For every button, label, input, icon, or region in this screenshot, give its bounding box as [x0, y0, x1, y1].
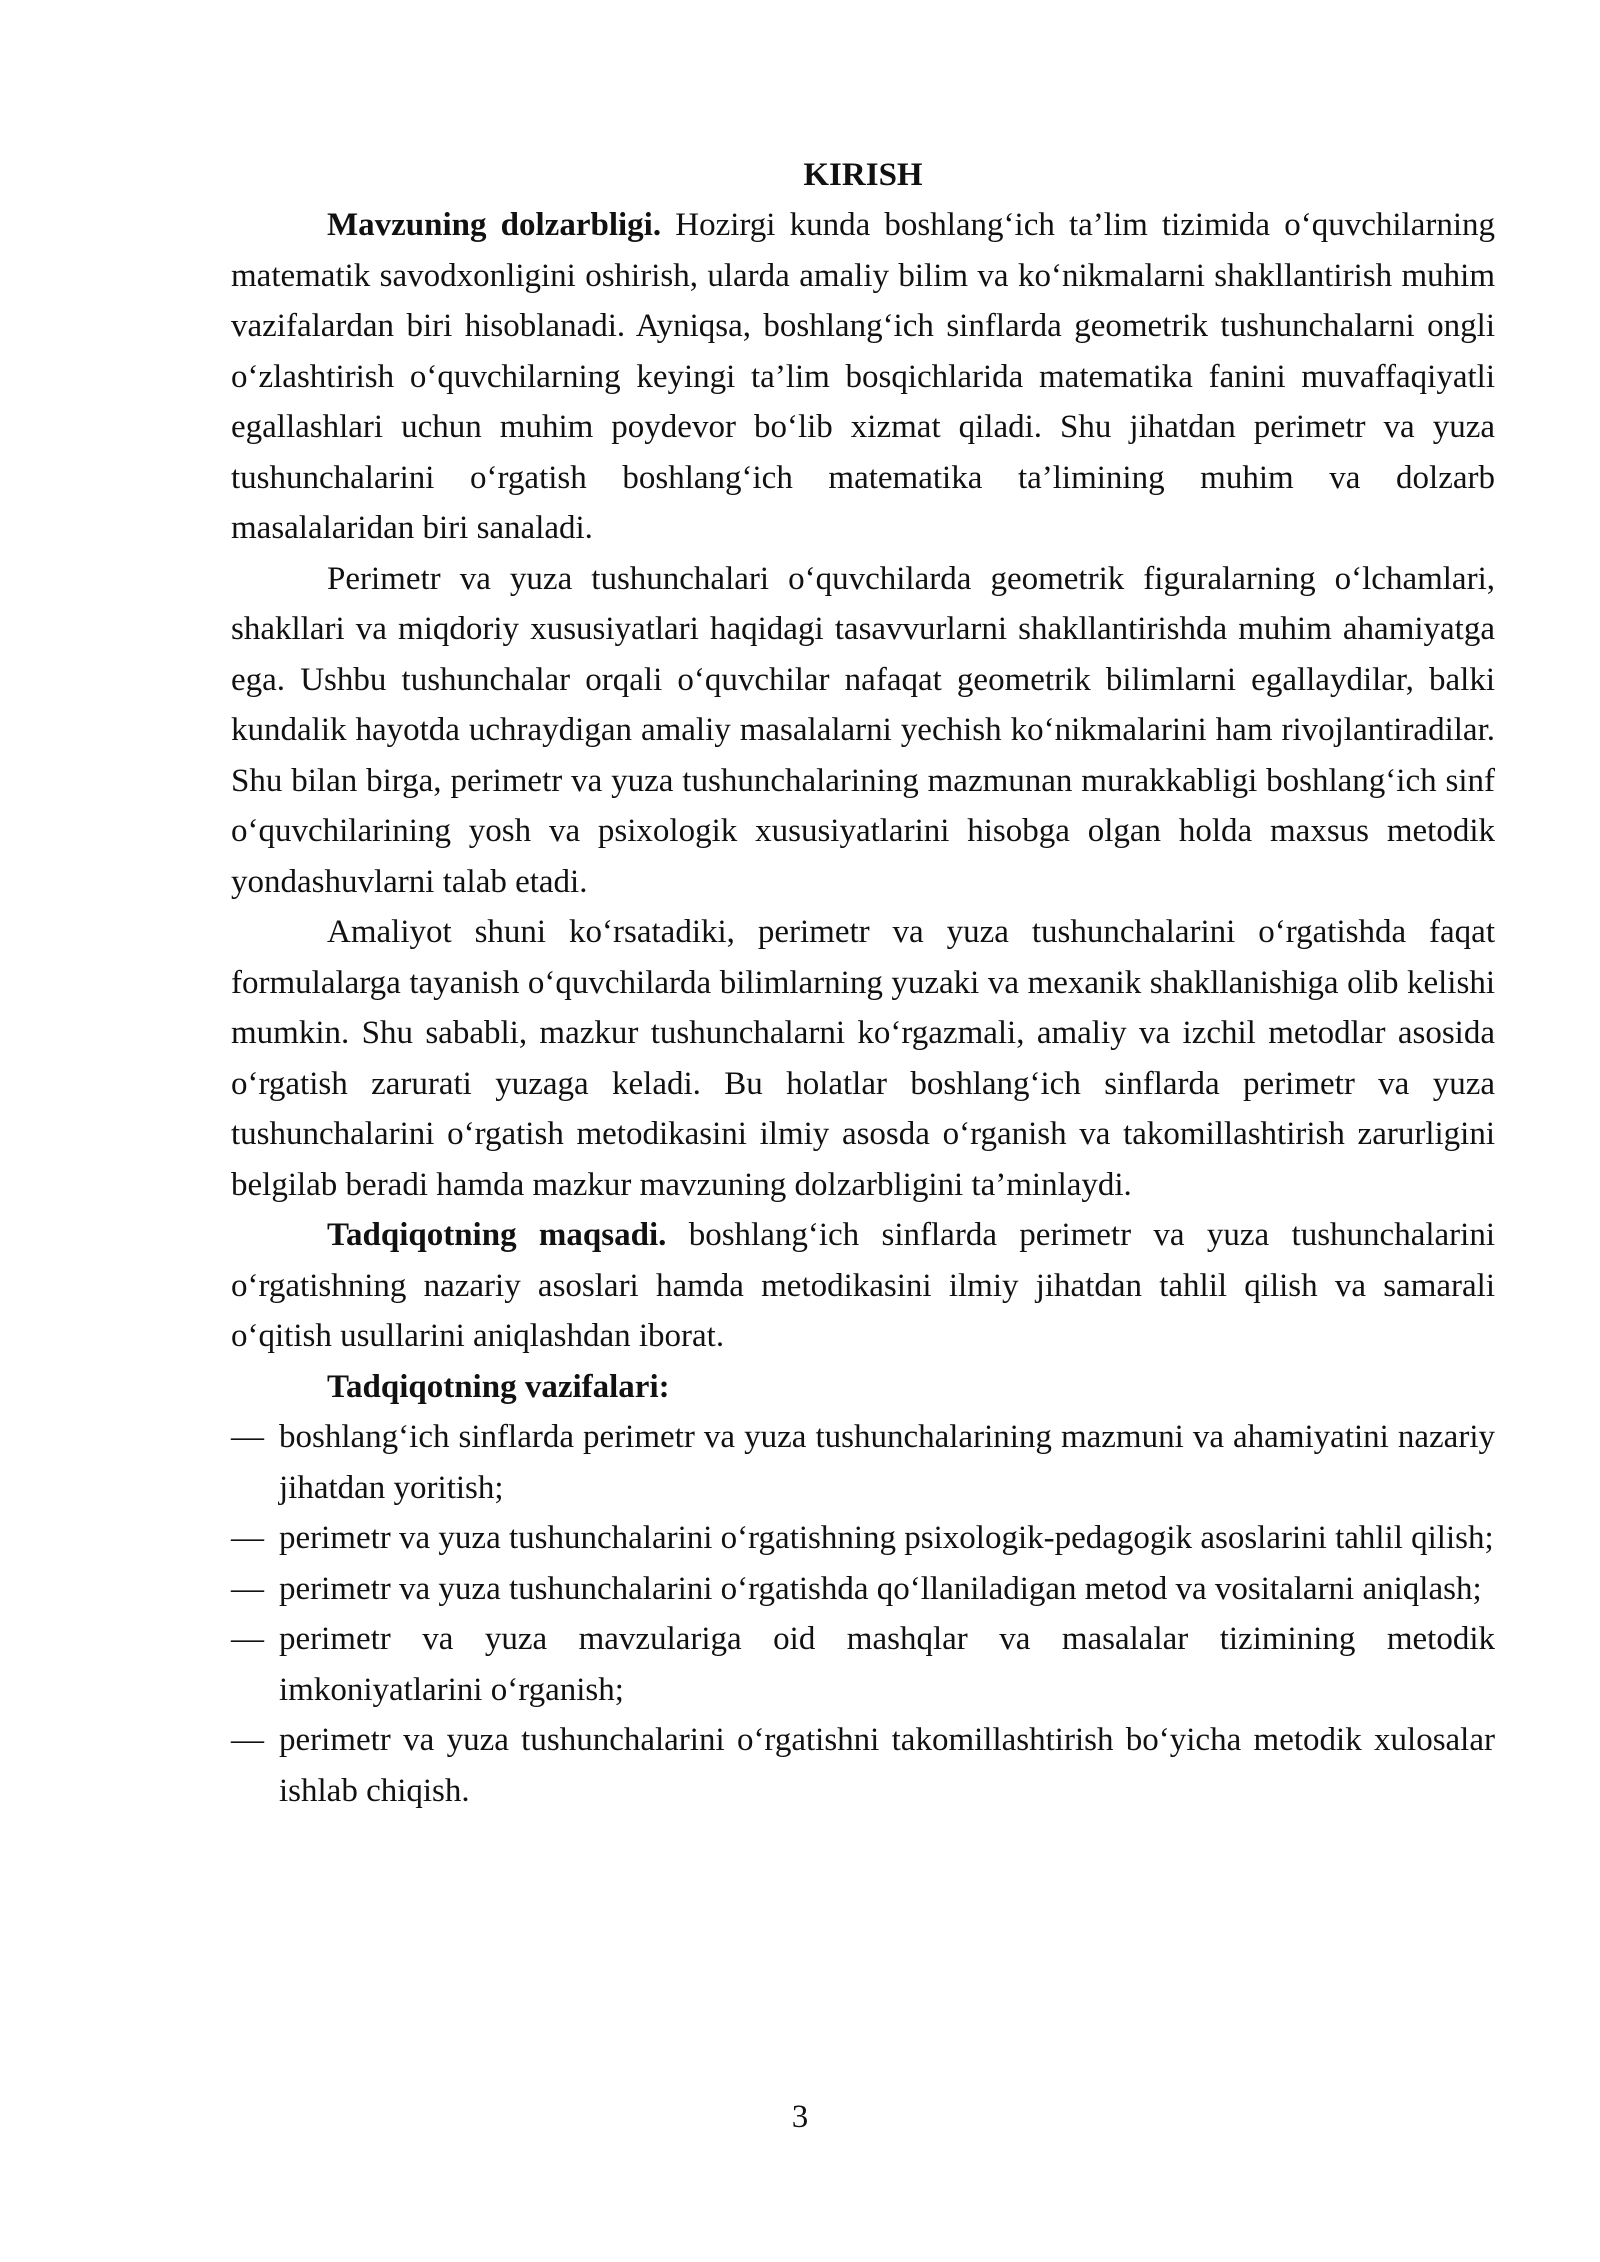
paragraph-practice: [231, 907, 1495, 1210]
task-text: boshlang‘ich sinflarda perimetr va yuza tushunchalarining mazmuni va ahamiyatini nazariy jihatdan yoritish;: [279, 1419, 1495, 1506]
task-text: perimetr va yuza tushunchalarini o‘rgatishni takomillashtirish bo‘yicha metodik xulosalar ishlab chiqish.: [279, 1722, 1495, 1809]
paragraph-concepts: [231, 554, 1495, 908]
dash-bullet: —: [231, 1722, 264, 1758]
task-text: perimetr va yuza mavzulariga oid mashqlar va masalalar tizimining metodik imkoniyatlarini o‘rganish;: [279, 1621, 1495, 1708]
task-text: perimetr va yuza tushunchalarini o‘rgatishda qo‘llaniladigan metod va vositalarni aniqlash;: [279, 1570, 1482, 1607]
dash-bullet: —: [231, 1621, 264, 1657]
paragraph-text: Perimetr va yuza tushunchalari o‘quvchilarda geometrik figuralarning o‘lchamlari, shakllari va miqdoriy xususiyatlari haqidagi tasavvurlarni shakllantirishda muhim ahamiyatga ega. Ushbu tushunchalar orqali o‘quvchilar nafaqat geometrik bilimlarni egallaydilar, balki kundalik hayotda uchraydigan amaliy masalalarni yechish ko‘nikmalarini ham rivojlantiradilar. Shu bilan birga, perimetr va yuza tushunchalarining mazmunan murakkabligi boshlang‘ich sinf o‘quvchilarining yosh va psixologik xususiyatlarini hisobga olgan holda maxsus metodik yondashuvlarni talab etadi.: [231, 560, 1495, 900]
section-title: KIRISH: [803, 157, 923, 193]
paragraph-lead: Tadqiqotning maqsadi.: [327, 1217, 667, 1253]
paragraph-relevance: [231, 200, 1495, 554]
dash-bullet: —: [231, 1570, 264, 1607]
paragraph-text: Hozirgi kunda boshlang‘ich ta’lim tizimida o‘quvchilarning matematik savodxonligini oshirish, ularda amaliy bilim va ko‘nikmalarni shakllantirish muhim vazifalardan biri hisoblanadi. Ayniqsa, boshlang‘ich sinflarda geometrik tushunchalarni ongli o‘zlashtirish o‘quvchilarning keyingi ta’lim bosqichlarida matematika fanini muvaffaqiyatli egallashlari uchun muhim poydevor bo‘lib xizmat qiladi. Shu jihatdan perimetr va yuza tushunchalarini o‘rgatish boshlang‘ich matematika ta’limining muhim va dolzarb masalalaridan biri sanaladi.: [231, 207, 1495, 546]
dash-bullet: —: [231, 1520, 264, 1556]
paragraph-text: boshlang‘ich sinflarda perimetr va yuza tushunchalarini o‘rgatishning nazariy asoslari hamda metodikasini ilmiy jihatdan tahlil qilish va samarali o‘qitish usullarini aniqlashdan iborat.: [231, 1217, 1495, 1354]
dash-bullet: —: [231, 1419, 264, 1455]
page-number: 3: [791, 2099, 809, 2135]
task-text: perimetr va yuza tushunchalarini o‘rgatishning psixologik-pedagogik asoslarini tahlil qilish;: [279, 1520, 1494, 1556]
paragraph-lead: Mavzuning dolzarbligi.: [327, 207, 662, 243]
paragraph-goal: [231, 1210, 1495, 1362]
paragraph-text: Amaliyot shuni ko‘rsatadiki, perimetr va yuza tushunchalarini o‘rgatishda faqat formulalarga tayanish o‘quvchilarda bilimlarning yuzaki va mexanik shakllanishiga olib kelishi mumkin. Shu sababli, mazkur tushunchalarni ko‘rgazmali, amaliy va izchil metodlar asosida o‘rgatish zarurati yuzaga keladi. Bu holatlar boshlang‘ich sinflarda perimetr va yuza tushunchalarini o‘rgatish metodikasini ilmiy asosda o‘rganish va takomillashtirish zarurligini belgilab beradi hamda mazkur mavzuning dolzarbligini ta’minlaydi.: [231, 914, 1495, 1203]
list-item: [231, 1564, 1495, 1615]
list-item: [231, 1614, 1495, 1715]
document-page: [231, 150, 1495, 1816]
list-item: [231, 1715, 1495, 1816]
list-item: [231, 1513, 1495, 1564]
tasks-heading: Tadqiqotning vazifalari:: [327, 1368, 670, 1405]
list-item: [231, 1412, 1495, 1513]
tasks-list: [231, 1412, 1495, 1816]
